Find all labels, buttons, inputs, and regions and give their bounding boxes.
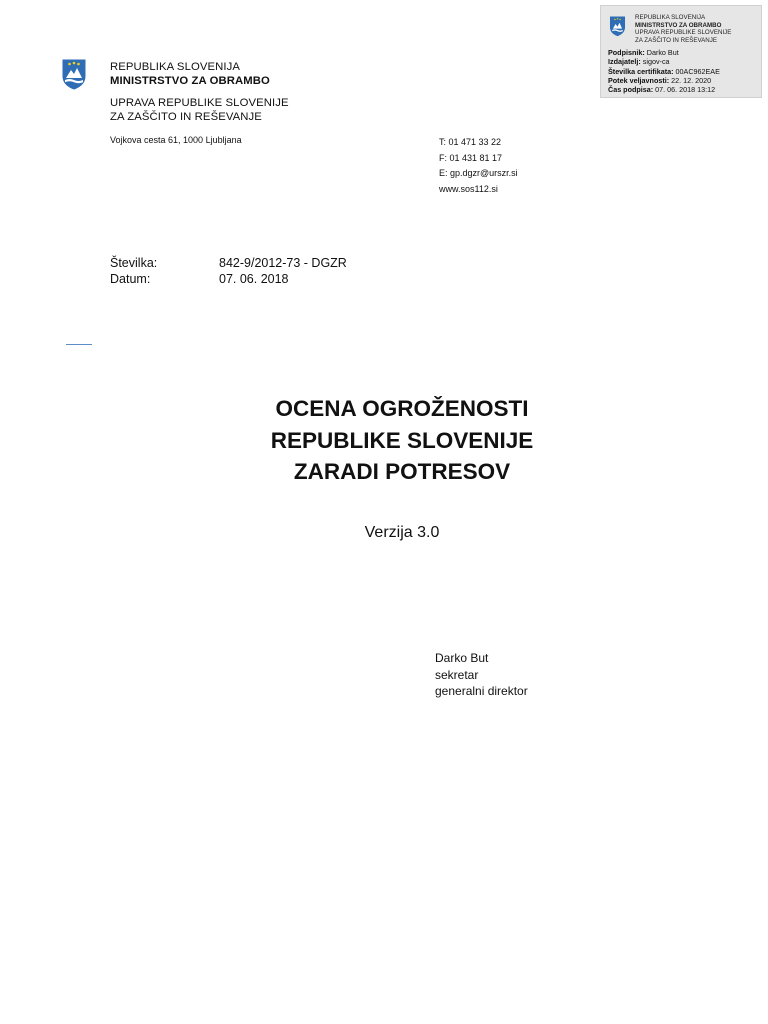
stamp-header-line: UPRAVA REPUBLIKE SLOVENIJE xyxy=(635,29,732,37)
contact-block xyxy=(439,135,518,197)
stamp-header-line: REPUBLIKA SLOVENIJA xyxy=(635,14,706,21)
stamp-cert-value: 00AC962EAE xyxy=(675,66,720,76)
stamp-signer-label: Podpisnik: xyxy=(608,48,645,57)
contact-email: E: gp.dgzr@urszr.si xyxy=(439,168,518,178)
stamp-signed-label: Čas podpisa: xyxy=(608,85,654,95)
letterhead-address: Vojkova cesta 61, 1000 Ljubljana xyxy=(110,135,242,145)
document-title-line: ZARADI POTRESOV xyxy=(293,459,511,484)
stamp-issuer-value: sigov-ca xyxy=(642,57,670,67)
stamp-cert-label: Številka certifikata: xyxy=(608,66,674,76)
letterhead-administration-sub: ZA ZAŠČITO IN REŠEVANJE xyxy=(110,111,262,123)
stamp-metadata xyxy=(608,48,720,94)
stamp-signed-value: 07. 06. 2018 13:12 xyxy=(655,85,716,95)
contact-website: www.sos112.si xyxy=(439,183,498,194)
reference-number-value: 842-9/2012-73 - DGZR xyxy=(219,256,347,270)
letterhead-republic: REPUBLIKA SLOVENIJA xyxy=(110,61,240,73)
signatory-name: Darko But xyxy=(435,651,489,665)
contact-phone: T: 01 471 33 22 xyxy=(439,137,502,147)
stamp-signer-value: Darko But xyxy=(646,48,679,57)
stamp-issuer-label: Izdajatelj: xyxy=(608,57,641,67)
digital-signature-stamp xyxy=(600,5,762,98)
letterhead-administration: UPRAVA REPUBLIKE SLOVENIJE xyxy=(110,97,289,109)
reference-number-label: Številka: xyxy=(110,256,158,270)
stamp-header xyxy=(635,14,731,44)
contact-fax: F: 01 431 81 17 xyxy=(439,152,503,163)
coat-of-arms-icon xyxy=(61,58,87,90)
document-title xyxy=(0,393,768,488)
signatory-block xyxy=(435,650,528,700)
coat-of-arms-icon xyxy=(609,14,626,38)
accent-divider xyxy=(66,344,92,345)
letterhead xyxy=(110,60,289,124)
document-title-line: REPUBLIKE SLOVENIJE xyxy=(270,427,534,453)
stamp-validity-label: Potek veljavnosti: xyxy=(608,75,670,85)
stamp-header-line: MINISTRSTVO ZA OBRAMBO xyxy=(635,21,722,29)
signatory-role: sekretar xyxy=(435,667,479,682)
document-version: Verzija 3.0 xyxy=(364,524,440,541)
reference-date-label: Datum: xyxy=(110,272,151,286)
document-title-line: OCENA OGROŽENOSTI xyxy=(275,396,529,421)
signatory-role: generalni direktor xyxy=(435,684,528,698)
stamp-header-line: ZA ZAŠČITO IN REŠEVANJE xyxy=(635,36,717,44)
stamp-validity-value: 22. 12. 2020 xyxy=(671,75,712,85)
reference-date-value: 07. 06. 2018 xyxy=(219,272,289,286)
letterhead-ministry: MINISTRSTVO ZA OBRAMBO xyxy=(110,75,270,87)
